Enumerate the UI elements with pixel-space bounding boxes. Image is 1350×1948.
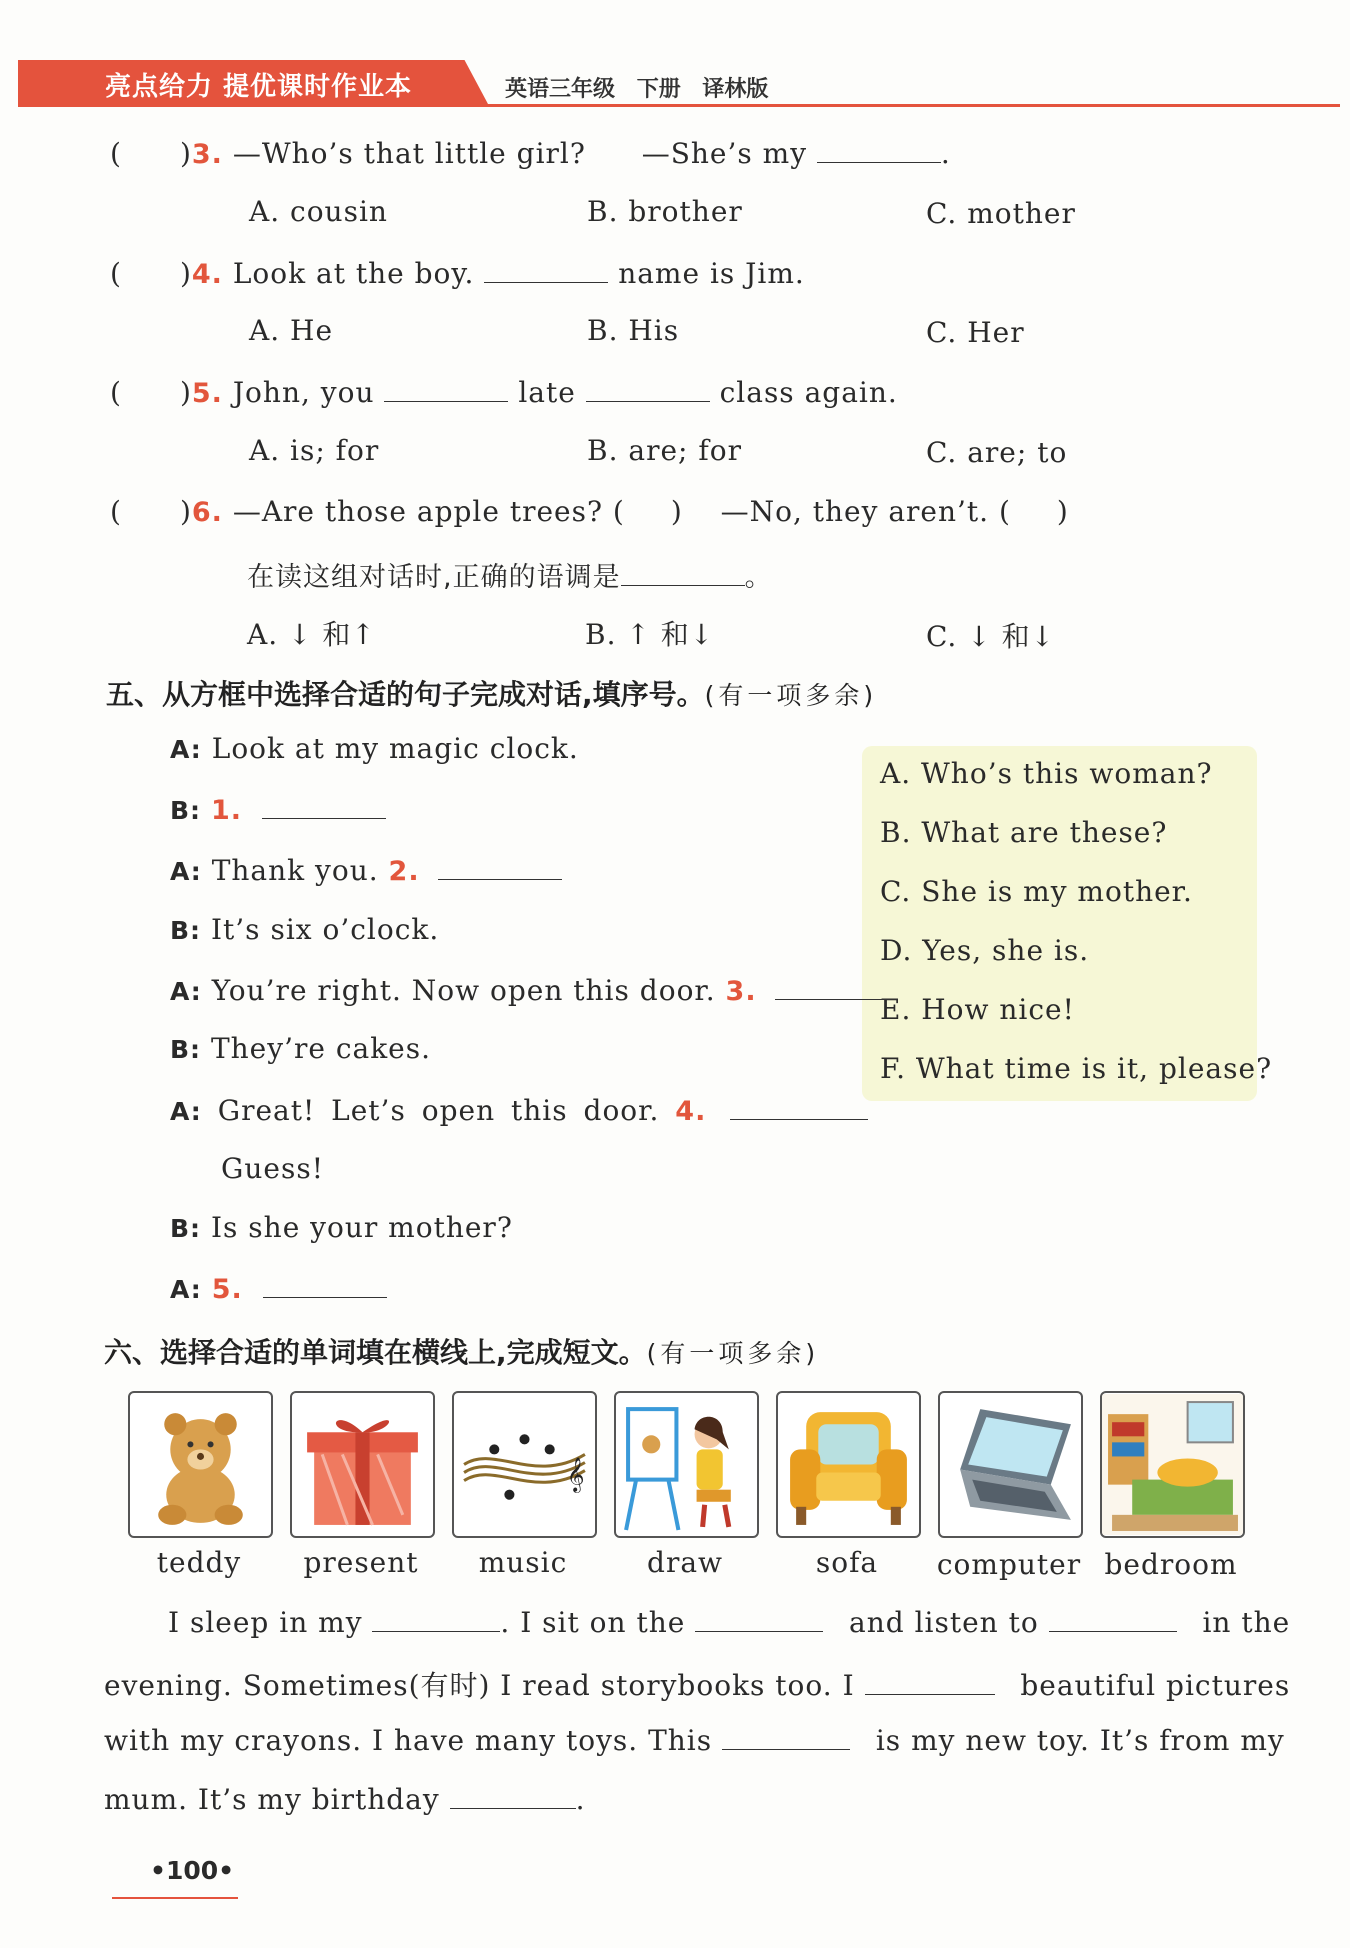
question-4: ( )4. Look at the boy. name is Jim. bbox=[110, 257, 805, 290]
answer-blank[interactable] bbox=[484, 256, 608, 283]
box-option-b: B. What are these? bbox=[880, 816, 1168, 849]
answer-blank[interactable] bbox=[722, 1723, 850, 1750]
passage-line-2: evening. Sometimes(有时) I read storybooks too. I beautiful pictures bbox=[104, 1669, 1291, 1702]
book-info bbox=[505, 72, 768, 103]
computer-picture bbox=[938, 1391, 1083, 1538]
answer-blank[interactable] bbox=[450, 1782, 576, 1809]
question-number: 5. bbox=[191, 378, 223, 409]
q6-option-c[interactable]: C. ↓ 和↓ bbox=[926, 620, 1056, 653]
answer-blank[interactable] bbox=[438, 853, 562, 880]
dialogue-line: A: Thank you. 2. bbox=[170, 853, 562, 887]
draw-picture bbox=[614, 1391, 759, 1538]
bedroom-picture bbox=[1100, 1391, 1245, 1538]
q5-option-a[interactable]: A. is; for bbox=[249, 434, 380, 467]
answer-blank[interactable] bbox=[372, 1605, 500, 1632]
word-sofa: sofa bbox=[815, 1546, 879, 1579]
dialogue-line: A: You’re right. Now open this door. 3. bbox=[170, 973, 897, 1007]
passage-line-3: with my crayons. I have many toys. This is my new toy. It’s from my bbox=[104, 1724, 1285, 1757]
q4-option-b[interactable]: B. His bbox=[587, 314, 680, 347]
q6-chinese-line: 在读这组对话时,正确的语调是 。 bbox=[247, 555, 773, 594]
answer-blank[interactable] bbox=[384, 375, 508, 402]
dialogue-line: B: It’s six o’clock. bbox=[170, 913, 440, 946]
word-bedroom: bedroom bbox=[1104, 1548, 1238, 1581]
question-number: 6. bbox=[191, 497, 223, 528]
question-3: ( )3. —Who’s that little girl? —She’s my . bbox=[110, 137, 951, 170]
answer-blank[interactable] bbox=[586, 375, 710, 402]
box-option-c: C. She is my mother. bbox=[880, 875, 1193, 908]
q5-option-b[interactable]: B. are; for bbox=[587, 434, 742, 467]
q4-option-c[interactable]: C. Her bbox=[926, 316, 1025, 349]
answer-blank[interactable] bbox=[775, 973, 897, 1000]
word-draw: draw bbox=[647, 1546, 723, 1579]
q4-option-a[interactable]: A. He bbox=[249, 314, 334, 347]
box-option-d: D. Yes, she is. bbox=[880, 934, 1090, 967]
dialogue-line: B: They’re cakes. bbox=[170, 1032, 432, 1065]
page-number-rule bbox=[112, 1897, 238, 1899]
answer-blank[interactable] bbox=[695, 1605, 823, 1632]
answer-blank[interactable] bbox=[865, 1668, 995, 1695]
q6-option-a[interactable]: A. ↓ 和↑ bbox=[247, 618, 376, 651]
book-title: 亮点给力 提优课时作业本 bbox=[105, 72, 413, 102]
box-option-a: A. Who’s this woman? bbox=[880, 757, 1213, 790]
box-option-f: F. What time is it, please? bbox=[880, 1052, 1273, 1085]
answer-blank[interactable] bbox=[262, 792, 386, 819]
teddy-picture bbox=[128, 1391, 273, 1538]
question-5: ( )5. John, you late class again. bbox=[110, 376, 898, 409]
q5-option-c[interactable]: C. are; to bbox=[926, 436, 1068, 469]
word-music: music bbox=[478, 1546, 568, 1579]
section-5-title: 五、从方框中选择合适的句子完成对话,填序号。(有一项多余) bbox=[106, 678, 878, 711]
word-present: present bbox=[303, 1546, 419, 1579]
music-picture bbox=[452, 1391, 597, 1538]
answer-blank[interactable] bbox=[817, 136, 941, 163]
answer-blank[interactable] bbox=[1049, 1605, 1177, 1632]
svg-text:𝄞: 𝄞 bbox=[566, 1457, 585, 1493]
answer-blank[interactable] bbox=[730, 1093, 868, 1120]
q3-option-c[interactable]: C. mother bbox=[926, 197, 1076, 230]
question-number: 3. bbox=[191, 139, 223, 170]
passage-line-1: I sleep in my . I sit on the and listen to in the bbox=[168, 1606, 1291, 1639]
answer-blank[interactable] bbox=[621, 559, 745, 586]
options-box bbox=[862, 746, 1257, 1101]
dialogue-line: B: Is she your mother? bbox=[170, 1211, 513, 1244]
sofa-picture bbox=[776, 1391, 921, 1538]
question-6: ( )6. —Are those apple trees? ( ) —No, they aren’t. ( ) bbox=[110, 495, 1069, 528]
word-teddy: teddy bbox=[156, 1546, 242, 1579]
volume: 下册 bbox=[636, 77, 681, 102]
page-number: •100• bbox=[150, 1856, 235, 1885]
dialogue-line: Guess! bbox=[221, 1152, 324, 1185]
header-rule bbox=[18, 104, 1340, 107]
present-picture bbox=[290, 1391, 435, 1538]
answer-blank[interactable] bbox=[263, 1271, 387, 1298]
q3-option-a[interactable]: A. cousin bbox=[249, 195, 388, 228]
dialogue-line: B: 1. bbox=[170, 792, 386, 826]
q6-option-b[interactable]: B. ↑ 和↓ bbox=[585, 618, 715, 651]
box-option-e: E. How nice! bbox=[880, 993, 1075, 1026]
dialogue-line: A: Look at my magic clock. bbox=[170, 732, 579, 765]
dialogue-line: A: 5. bbox=[170, 1271, 387, 1305]
edition: 译林版 bbox=[702, 77, 769, 102]
q3-option-b[interactable]: B. brother bbox=[587, 195, 743, 228]
subject: 英语三年级 bbox=[505, 77, 616, 102]
section-6-title: 六、选择合适的单词填在横线上,完成短文。(有一项多余) bbox=[104, 1336, 820, 1369]
question-number: 4. bbox=[191, 259, 223, 290]
passage-line-4: mum. It’s my birthday . bbox=[104, 1783, 586, 1816]
dialogue-line: A: Great! Let’s open this door. 4. bbox=[170, 1093, 868, 1127]
word-computer: computer bbox=[936, 1548, 1082, 1581]
